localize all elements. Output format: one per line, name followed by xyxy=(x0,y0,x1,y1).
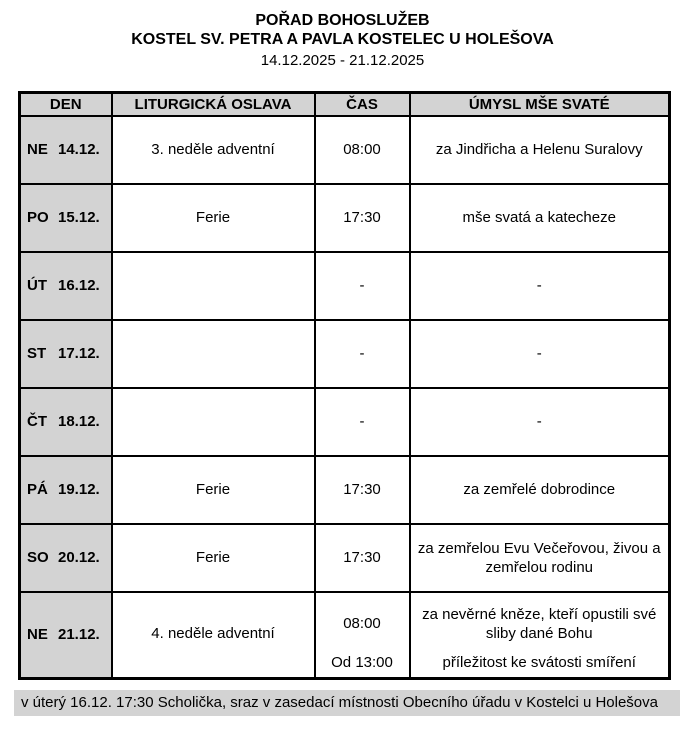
table-row xyxy=(20,320,670,388)
day-cell xyxy=(20,456,112,524)
celebration-cell xyxy=(112,388,315,456)
celebration-cell: Ferie xyxy=(112,524,315,592)
day-cell xyxy=(20,524,112,592)
celebration-cell xyxy=(112,320,315,388)
celebration-cell xyxy=(112,592,315,679)
church-name: KOSTEL SV. PETRA A PAVLA KOSTELEC U HOLEŠOVA xyxy=(131,31,554,48)
time-secondary: Od 13:00 xyxy=(331,653,393,671)
day-abbr: NE xyxy=(27,626,48,643)
intention-cell: - xyxy=(410,252,670,320)
day-date: 17.12. xyxy=(58,345,100,362)
time-cell: 17:30 xyxy=(315,184,410,252)
column-header-liturgicka-oslava: LITURGICKÁ OSLAVA xyxy=(112,93,315,116)
day-date: 14.12. xyxy=(58,141,100,158)
table-row xyxy=(20,456,670,524)
day-cell xyxy=(20,184,112,252)
day-date: 16.12. xyxy=(58,277,100,294)
day-abbr: NE xyxy=(27,141,48,158)
day-date: 21.12. xyxy=(58,626,100,643)
intention-cell: za Jindřicha a Helenu Suralovy xyxy=(410,116,670,184)
day-date: 18.12. xyxy=(58,413,100,430)
intention-cell: - xyxy=(410,320,670,388)
celebration-cell: Ferie xyxy=(112,456,315,524)
day-abbr: ČT xyxy=(27,413,47,430)
day-cell xyxy=(20,252,112,320)
celebration-text: 4. neděle adventní xyxy=(151,624,275,642)
day-abbr: ST xyxy=(27,345,47,362)
time-cell: - xyxy=(315,320,410,388)
day-cell xyxy=(20,592,112,679)
intention-cell: za zemřelé dobrodince xyxy=(410,456,670,524)
page-title: POŘAD BOHOSLUŽEB xyxy=(255,12,430,29)
table-row xyxy=(20,116,670,184)
celebration-cell: Ferie xyxy=(112,184,315,252)
table-header-row xyxy=(20,93,670,116)
day-date: 20.12. xyxy=(58,549,100,566)
table-row xyxy=(20,592,670,679)
day-cell xyxy=(20,320,112,388)
time-cell: 17:30 xyxy=(315,456,410,524)
intention-cell xyxy=(410,592,670,679)
time-cell: 17:30 xyxy=(315,524,410,592)
date-range: 14.12.2025 - 21.12.2025 xyxy=(260,52,425,69)
day-cell xyxy=(20,388,112,456)
column-header-den: DEN xyxy=(20,93,112,116)
celebration-cell: 3. neděle adventní xyxy=(112,116,315,184)
table-row xyxy=(20,388,670,456)
day-date: 15.12. xyxy=(58,209,100,226)
time-cell xyxy=(315,592,410,679)
intention-cell: - xyxy=(410,388,670,456)
time-cell: - xyxy=(315,388,410,456)
intention-cell: mše svatá a katecheze xyxy=(410,184,670,252)
footer-note: v úterý 16.12. 17:30 Scholička, sraz v zasedací místnosti Obecního úřadu v Kostelci u Holešova xyxy=(14,690,680,716)
day-abbr: SO xyxy=(27,549,49,566)
day-abbr: PO xyxy=(27,209,49,226)
table-row xyxy=(20,184,670,252)
table-row xyxy=(20,252,670,320)
intention-cell: za zemřelou Evu Večeřovou, živou a zemřelou rodinu xyxy=(410,524,670,592)
page-header xyxy=(0,0,685,70)
day-cell xyxy=(20,116,112,184)
table-row xyxy=(20,524,670,592)
celebration-cell xyxy=(112,252,315,320)
time-cell: - xyxy=(315,252,410,320)
column-header-cas: ČAS xyxy=(315,93,410,116)
day-abbr: PÁ xyxy=(27,481,48,498)
celebration-text-secondary xyxy=(116,672,311,675)
schedule-table xyxy=(18,91,671,680)
column-header-umysl: ÚMYSL MŠE SVATÉ xyxy=(410,93,670,116)
time-cell: 08:00 xyxy=(315,116,410,184)
intention-secondary: příležitost ke svátosti smíření xyxy=(442,653,636,671)
intention-primary: za nevěrné kněze, kteří opustili své sliby dané Bohu xyxy=(422,605,657,642)
day-date: 19.12. xyxy=(58,481,100,498)
day-abbr: ÚT xyxy=(27,277,47,294)
time-primary: 08:00 xyxy=(343,615,381,632)
